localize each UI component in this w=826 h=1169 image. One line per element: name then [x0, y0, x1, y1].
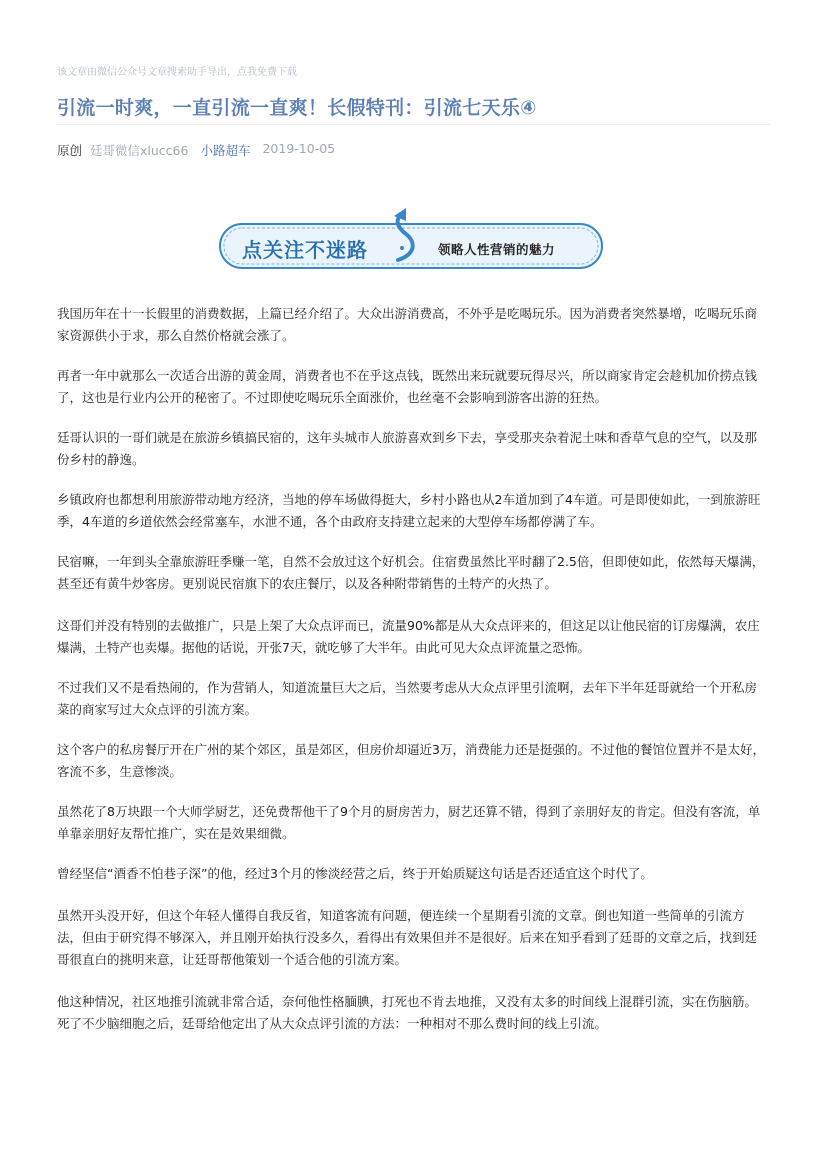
article-meta [57, 141, 335, 159]
banner-follow-text: 点关注不迷路 [242, 238, 368, 262]
follow-banner [216, 204, 606, 274]
paragraph: 这个客户的私房餐厅开在广州的某个郊区，虽是郊区，但房价却逼近3万，消费能力还是挺强的。不过他的餐馆位置并不是太好，客流不多，生意惨淡。 [57, 742, 765, 779]
paragraph: 他这种情况，社区地推引流就非常合适，奈何他性格腼腆，打死也不肯去地推，又没有太多的时间线上混群引流，实在伤脑筋。死了不少脑细胞之后，廷哥给他定出了从大众点评引流的方法：一种相对不那么费时间的线上引流。 [57, 994, 758, 1031]
paragraph: 曾经坚信“酒香不怕巷子深”的他，经过3个月的惨淡经营之后，终于开始质疑这句话是否还适宜这个时代了。 [57, 866, 653, 881]
paragraph: 民宿嘛，一年到头全靠旅游旺季赚一笔，自然不会放过这个好机会。住宿费虽然比平时翻了2.5倍，但即使如此，依然每天爆满，甚至还有黄牛炒客房。更别说民宿旗下的农庄餐厅，以及各种附带销售的土特产的火热了。 [57, 554, 765, 591]
article-body [57, 303, 769, 1053]
paragraph: 这哥们并没有特别的去做推广，只是上架了大众点评而已，流量90%都是从大众点评来的，但这足以让他民宿的订房爆满，农庄爆满，土特产也卖爆。据他的话说，开张7天，就吃够了大半年。由此可见大众点评流量之恐怖。 [57, 618, 760, 655]
export-notice-link[interactable]: 该文章由微信公众号文章搜索助手导出，点我免费下载 [57, 67, 297, 78]
original-badge: 原创 [57, 143, 83, 158]
article-title: 引流一时爽，一直引流一直爽！长假特刊：引流七天乐④ [57, 97, 537, 119]
banner-tagline: 领略人性营销的魅力 [438, 242, 556, 257]
title-divider [57, 124, 770, 125]
author-name: 廷哥微信xlucc66 [90, 143, 189, 158]
paragraph: 虽然开头没开好，但这个年轻人懂得自我反省，知道客流有问题，便连续一个星期看引流的文章。倒也知道一些简单的引流方法，但由于研究得不够深入，并且刚开始执行没多久，看得出有效果但并不是很好。后来在知乎看到了廷哥的文章之后，找到廷哥很直白的挑明来意，让廷哥帮他策划一个适合他的引流方案。 [57, 908, 758, 967]
paragraph: 廷哥认识的一哥们就是在旅游乡镇搞民宿的，这年头城市人旅游喜欢到乡下去，享受那夹杂着泥土味和香草气息的空气，以及那份乡村的静逸。 [57, 430, 758, 467]
paragraph: 不过我们又不是看热闹的，作为营销人，知道流量巨大之后，当然要考虑从大众点评里引流啊，去年下半年廷哥就给一个开私房菜的商家写过大众点评的引流方案。 [57, 680, 758, 717]
account-link[interactable]: 小路超车 [200, 143, 251, 158]
paragraph: 我国历年在十一长假里的消费数据，上篇已经介绍了。大众出游消费高，不外乎是吃喝玩乐。因为消费者突然暴增，吃喝玩乐商家资源供小于求，那么自然价格就会涨了。 [57, 306, 758, 343]
paragraph: 虽然花了8万块跟一个大师学厨艺，还免费帮他干了9个月的厨房苦力，厨艺还算不错，得到了亲朋好友的肯定。但没有客流，单单靠亲朋好友帮忙推广，实在是效果细微。 [57, 804, 761, 841]
paragraph: 再者一年中就那么一次适合出游的黄金周，消费者也不在乎这点钱，既然出来玩就要玩得尽兴，所以商家肯定会趁机加价捞点钱了，这也是行业内公开的秘密了。不过即使吃喝玩乐全面涨价，也丝毫不会影响到游客出游的狂热。 [57, 368, 758, 405]
paragraph: 乡镇政府也都想利用旅游带动地方经济，当地的停车场做得挺大，乡村小路也从2车道加到了4车道。可是即使如此，一到旅游旺季，4车道的乡道依然会经常塞车，水泄不通，各个由政府支持建立起来的大型停车场都停满了车。 [57, 492, 761, 529]
publish-date: 2019-10-05 [262, 141, 336, 156]
